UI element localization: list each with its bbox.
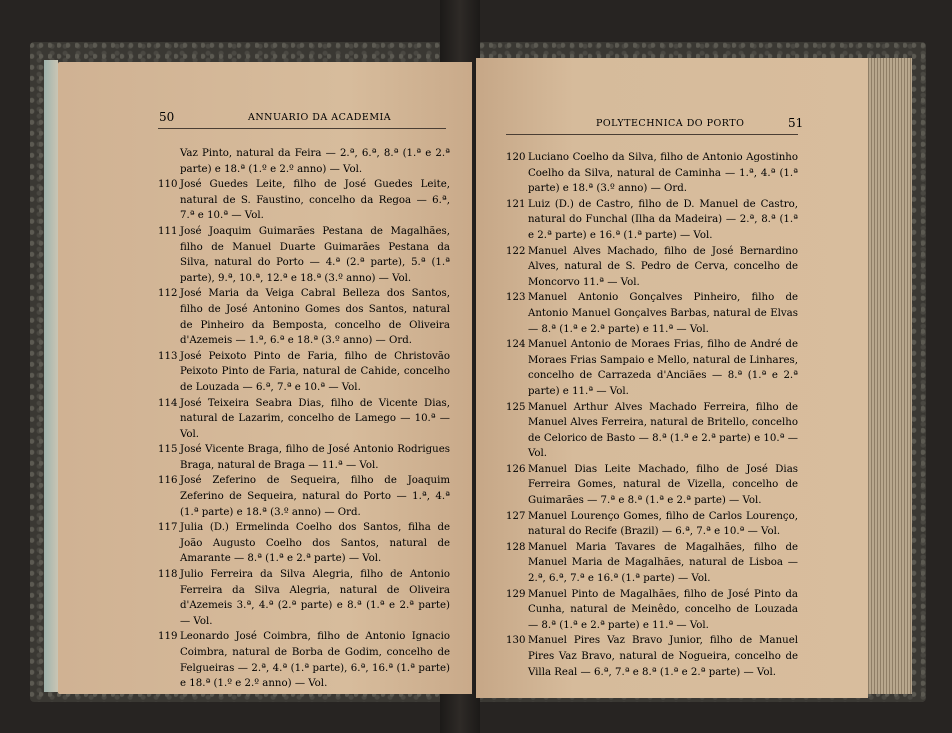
list-item: 112 José Maria da Veiga Cabral Belleza dos Santos, filho de José Antonino Gomes dos Santos, natural de Pinheiro da Bemposta, concelho de Oliveira d'Azemeis — 1.ª, 6.ª e 18.ª (3.º anno) — Ord. (158, 288, 450, 347)
list-item: 116 José Zeferino de Sequeira, filho de Joaquim Zeferino de Sequeira, natural do Porto — 1.ª, 4.ª (1.ª parte) e 18.ª (3.º anno) — Ord. (158, 475, 450, 518)
list-item: 120 Luciano Coelho da Silva, filho de Antonio Agostinho Coelho da Silva, natural de Caminha — 1.ª, 4.ª (1.ª parte) e 18.ª (3.º anno) — Ord. (506, 152, 798, 195)
list-item: 110 José Guedes Leite, filho de José Guedes Leite, natural de S. Faustino, concelho da Regoa — 6.ª, 7.ª e 10.ª — Vol. (158, 179, 450, 222)
list-item: 129 Manuel Pinto de Magalhães, filho de José Pinto da Cunha, natural de Meinêdo, concelho de Louzada — 8.ª (1.ª e 2.ª parte) e 11.ª — Vol. (506, 588, 798, 631)
list-item: 127 Manuel Lourenço Gomes, filho de Carlos Lourenço, natural do Recife (Brazil) — 6.ª, 7.ª e 10.ª — Vol. (506, 510, 798, 538)
list-item: 126 Manuel Dias Leite Machado, filho de José Dias Ferreira Gomes, natural de Vizella, concelho de Guimarães — 7.ª e 8.ª (1.ª e 2.ª parte) — Vol. (506, 463, 798, 507)
list-item: 130 Manuel Pires Vaz Bravo Junior, filho de Manuel Pires Vaz Bravo, natural de Nogueira, concelho de Villa Real — 6.ª, 7.ª e 8.ª (1.ª e 2.ª parte) — Vol. (506, 635, 798, 678)
right-page-content (476, 58, 868, 698)
page-number: 50 (159, 110, 175, 124)
right-page-stack (866, 58, 912, 694)
list-item: 114 José Teixeira Seabra Dias, filho de Vicente Dias, natural de Lazarim, concelho de Lamego — 10.ª — Vol. (158, 397, 450, 440)
list-item: 111 José Joaquim Guimarães Pestana de Magalhães, filho de Manuel Duarte Guimarães Pestana da Silva, natural do Porto — 4.ª (2.ª parte), 5.ª (1.ª parte), 9.ª, 10.ª, 12.ª e 18.ª (3.º anno) — Vol. (158, 225, 450, 284)
entry-list (158, 146, 450, 692)
list-item: 124 Manuel Antonio de Moraes Frias, filho de André de Moraes Frias Sampaio e Mello, natural de Linhares, concelho de Carrazeda d'Anciães — 8.ª (1.ª e 2.ª parte) e 11.ª — Vol. (506, 339, 798, 397)
header-rule (158, 128, 446, 129)
list-item: 121 Luiz (D.) de Castro, filho de D. Manuel de Castro, natural do Funchal (Ilha da Madeira) — 2.ª, 8.ª (1.ª e 2.ª parte) e 16.ª (1.ª parte) — Vol. (506, 198, 798, 241)
list-item: 117 Julia (D.) Ermelinda Coelho dos Santos, filha de João Augusto Coelho dos Santos, natural de Amarante — 8.ª (1.ª e 2.ª parte) — Vol. (158, 522, 450, 565)
list-item: 122 Manuel Alves Machado, filho de José Bernardino Alves, natural de S. Pedro de Cerva, concelho de Moncorvo 11.ª — Vol. (506, 245, 798, 288)
list-item: 115 José Vicente Braga, filho de José Antonio Rodrigues Braga, natural de Braga — 11.ª — Vol. (158, 444, 450, 471)
list-item: 123 Manuel Antonio Gonçalves Pinheiro, filho de Antonio Manuel Gonçalves Barbas, natural de Elvas — 8.ª (1.ª e 2.ª parte) e 11.ª — Vol. (506, 292, 798, 335)
running-head: POLYTECHNICA DO PORTO (596, 118, 745, 129)
list-item: 119 Leonardo José Coimbra, filho de Antonio Ignacio Coimbra, natural de Borba de Godim, concelho de Felgueiras — 2.ª, 4.ª (1.ª parte), 6.ª, 16.ª (1.ª parte) e 18.ª (1.º e 2.º anno) — Vol. (158, 631, 450, 690)
list-item: 128 Manuel Maria Tavares de Magalhães, filho de Manuel Maria de Magalhães, natural de Lisboa — 2.ª, 6.ª, 7.ª e 16.ª (1.ª parte) — Vol. (506, 541, 798, 585)
entry-list (506, 150, 798, 680)
list-item: 113 José Peixoto Pinto de Faria, filho de Christovão Peixoto Pinto de Faria, natural de Cahide, concelho de Louzada — 6.ª, 7.ª e 10.ª — Vol. (158, 350, 450, 393)
header-rule (506, 134, 798, 135)
left-page-content (58, 62, 472, 694)
list-item: 125 Manuel Arthur Alves Machado Ferreira, filho de Manuel Alves Ferreira, natural de Britello, concelho de Celorico de Basto — 8.ª (1.ª e 2.ª parte) e 10.ª — Vol. (506, 401, 798, 460)
list-item: Vaz Pinto, natural da Feira — 2.ª, 6.ª, 8.ª (1.ª e 2.ª parte) e 18.ª (1.º e 2.º anno) — Vol. (180, 148, 450, 175)
running-head: ANNUARIO DA ACADEMIA (248, 112, 392, 123)
list-item: 118 Julio Ferreira da Silva Alegria, filho de Antonio Ferreira da Silva Alegria, natural de Oliveira d'Azemeis 3.ª, 4.ª (2.ª parte) e 8.ª (1.ª e 2.ª parte) — Vol. (158, 569, 450, 627)
left-page-edge (44, 60, 58, 692)
page-number: 51 (788, 116, 804, 130)
